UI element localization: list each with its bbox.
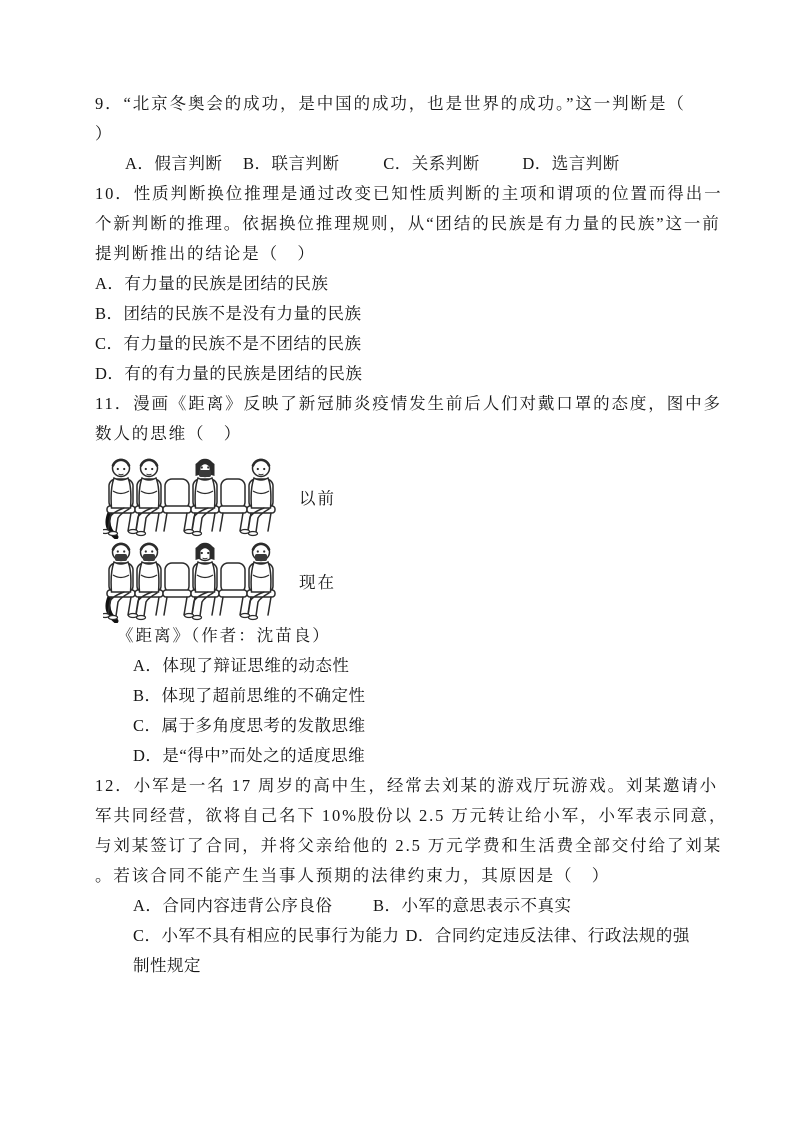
- question-12: [95, 771, 728, 981]
- q9-stem-line-1: 9．“北京冬奥会的成功，是中国的成功，也是世界的成功。”这一判断是（: [95, 94, 686, 113]
- q10-stem-line-3: 提判断推出的结论是（ ）: [95, 244, 316, 263]
- q12-stem-line-4: 。若该合同不能产生当事人预期的法律约束力，其原因是（ ）: [95, 866, 611, 885]
- question-10: [95, 179, 723, 389]
- q11-option-c: C．属于多角度思考的发散思维: [133, 716, 366, 735]
- q10-option-d: D．有的有力量的民族是团结的民族: [95, 364, 363, 383]
- q12-stem-line-3: 与刘某签订了合同，并将父亲给他的 2.5 万元学费和生活费全部交付给了刘某: [95, 836, 723, 855]
- q12-options-row-ab: [95, 891, 703, 921]
- q9-option-a: A．假言判断: [125, 154, 223, 173]
- comic-row-now: [103, 539, 703, 623]
- q9-stem-line-2: ）: [95, 124, 114, 143]
- q11-option-a: A．体现了辩证思维的动态性: [133, 656, 350, 675]
- q11-stem-line-1: 11．漫画《距离》反映了新冠肺炎疫情发生前后人们对戴口罩的态度，图中多: [95, 394, 722, 413]
- q10-option-a: A．有力量的民族是团结的民族: [95, 274, 329, 293]
- q12-options-row-cd: [95, 921, 703, 981]
- q9-option-b: B．联言判断: [243, 154, 340, 173]
- comic-panel-now-image: [103, 539, 283, 623]
- q9-options-row: [95, 149, 703, 179]
- exam-content: [95, 89, 728, 981]
- q10-stem-line-2: 个新判断的推理。依据换位推理规则，从“团结的民族是有力量的民族”这一前: [95, 214, 721, 233]
- q11-option-b: B．体现了超前思维的不确定性: [133, 686, 366, 705]
- comic-row-before: [103, 455, 703, 539]
- question-11: [95, 389, 722, 771]
- q9-option-d: D．选言判断: [522, 154, 620, 173]
- q12-option-d: D．合同约定违反法律、行政法规的强制性规定: [133, 926, 690, 975]
- question-9: [95, 89, 703, 179]
- q10-option-b: B．团结的民族不是没有力量的民族: [95, 304, 362, 323]
- q10-option-c: C．有力量的民族不是不团结的民族: [95, 334, 362, 353]
- q11-option-d: D．是“得中”而处之的适度思维: [133, 746, 366, 765]
- comic-caption: 《距离》（作者：沈苗良）: [117, 626, 331, 645]
- q12-option-b: B．小军的意思表示不真实: [373, 896, 572, 915]
- comic-label-before: 以前: [299, 489, 336, 508]
- q12-option-c: C．小军不具有相应的民事行为能力: [133, 926, 400, 945]
- q12-stem-line-1: 12．小军是一名 17 周岁的高中生，经常去刘某的游戏厅玩游戏。刘某邀请小: [95, 776, 719, 795]
- q9-option-c: C．关系判断: [383, 154, 480, 173]
- q10-stem-line-1: 10．性质判断换位推理是通过改变已知性质判断的主项和谓项的位置而得出一: [95, 184, 723, 203]
- q12-stem-line-2: 军共同经营，欲将自己名下 10%股份以 2.5 万元转让给小军，小军表示同意，: [95, 806, 728, 825]
- comic-label-now: 现在: [299, 573, 336, 592]
- comic-panel-before-image: [103, 455, 283, 539]
- q12-option-a: A．合同内容违背公序良俗: [133, 896, 333, 915]
- q11-stem-line-2: 数人的思维（ ）: [95, 424, 243, 443]
- comic-distance-figure: [103, 455, 703, 649]
